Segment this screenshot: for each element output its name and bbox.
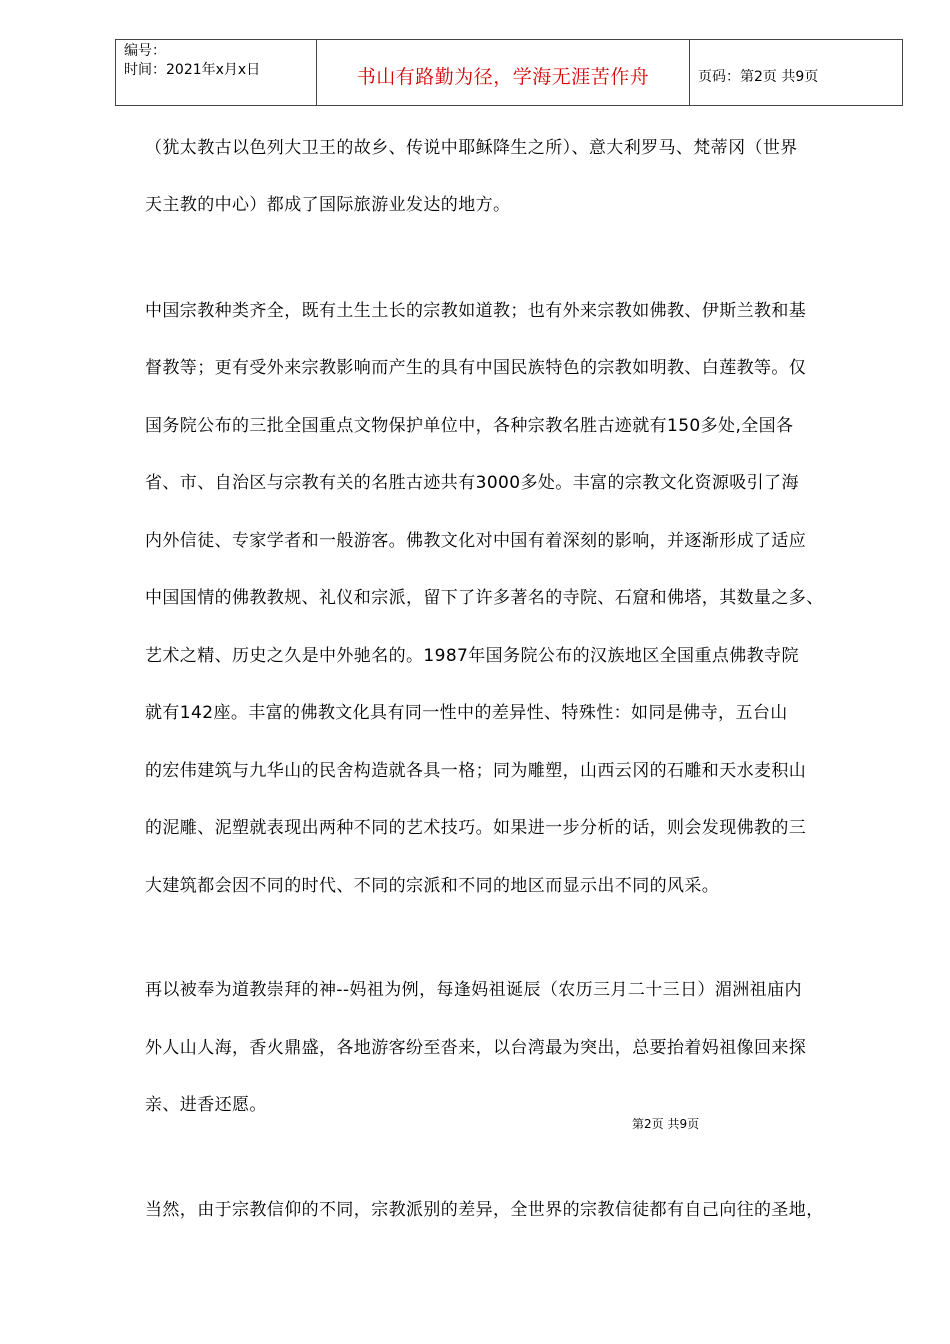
body-line: （犹太教古以色列大卫王的故乡、传说中耶稣降生之所）、意大利罗马、梵蒂冈（世界 [145, 138, 798, 158]
body-line: 亲、进香还愿。 [145, 1095, 267, 1115]
document-number: 编号： [124, 43, 166, 59]
body-line: 就有142座。丰富的佛教文化具有同一性中的差异性、特殊性：如同是佛寺，五台山 [145, 703, 788, 723]
body-line: 督教等；更有受外来宗教影响而产生的具有中国民族特色的宗教如明教、白莲教等。仅 [145, 358, 807, 378]
body-line: 再以被奉为道教崇拜的神--妈祖为例，每逢妈祖诞辰（农历三月二十三日）湄洲祖庙内 [145, 980, 802, 1000]
body-line: 内外信徒、专家学者和一般游客。佛教文化对中国有着深刻的影响，并逐渐形成了适应 [145, 531, 807, 551]
body-line: 的宏伟建筑与九华山的民舍构造就各具一格；同为雕塑，山西云冈的石雕和天水麦积山 [145, 761, 807, 781]
body-line: 中国国情的佛教教规、礼仪和宗派，留下了许多著名的寺院、石窟和佛塔，其数量之多、 [145, 588, 824, 608]
body-line: 当然，由于宗教信仰的不同，宗教派别的差异，全世界的宗教信徒都有自己向往的圣地， [145, 1200, 824, 1220]
body-line: 省、市、自治区与宗教有关的名胜古迹共有3000多处。丰富的宗教文化资源吸引了海 [145, 473, 799, 493]
body-line: 的泥雕、泥塑就表现出两种不同的艺术技巧。如果进一步分析的话，则会发现佛教的三 [145, 818, 807, 838]
body-line: 国务院公布的三批全国重点文物保护单位中，各种宗教名胜古迹就有150多处,全国各 [145, 416, 794, 436]
header-table [115, 39, 903, 106]
body-line: 大建筑都会因不同的时代、不同的宗派和不同的地区而显示出不同的风采。 [145, 876, 720, 896]
header-meta-cell [116, 40, 317, 105]
body-line: 艺术之精、历史之久是中外驰名的。1987年国务院公布的汉族地区全国重点佛教寺院 [145, 646, 799, 666]
header-page-number: 页码：第2页 共9页 [698, 69, 819, 85]
body-line: 中国宗教种类齐全，既有土生土长的宗教如道教；也有外来宗教如佛教、伊斯兰教和基 [145, 301, 807, 321]
document-time: 时间：2021年x月x日 [124, 62, 261, 78]
body-line: 外人山人海，香火鼎盛，各地游客纷至沓来，以台湾最为突出，总要抬着妈祖像回来探 [145, 1038, 807, 1058]
footer-page-indicator: 第2页 共9页 [632, 1117, 700, 1131]
header-motto: 书山有路勤为径，学海无涯苦作舟 [356, 66, 650, 88]
header-motto-cell [317, 40, 690, 105]
header-page-cell [690, 40, 902, 105]
body-line: 天主教的中心）都成了国际旅游业发达的地方。 [145, 195, 511, 215]
